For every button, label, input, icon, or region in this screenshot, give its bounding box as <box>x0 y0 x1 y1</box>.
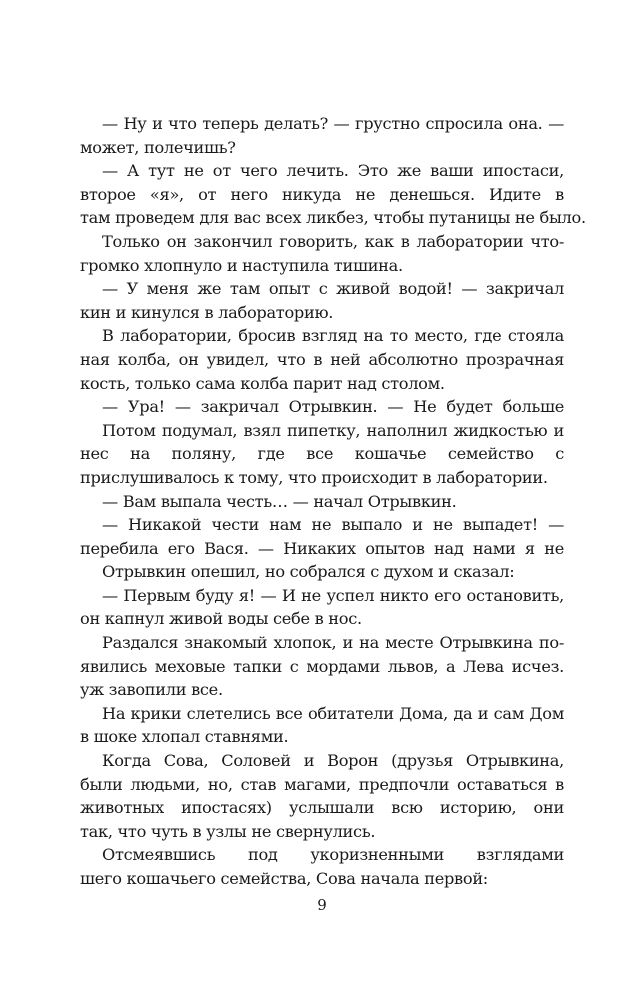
text-line: Только он закончил говорить, как в лаборатории что- <box>102 231 564 251</box>
body-text <box>80 112 586 891</box>
text-line: — Ну и что теперь делать? — грустно спросила она. — <box>102 114 564 133</box>
text-line: животных ипостасях) услышали всю историю, они <box>80 798 564 818</box>
text-line: он капнул живой воды себе в нос. <box>80 609 362 629</box>
page-number: 9 <box>317 896 327 914</box>
text-line: может, полечишь? <box>80 137 236 157</box>
text-line: — Вам выпала честь… — начал Отрывкин. <box>102 491 457 511</box>
text-line: уж завопили все. <box>80 680 223 700</box>
text-line: шего кошачьего семейства, Сова начала первой: <box>80 869 488 888</box>
text-line: там проведем для вас всех ликбез, чтобы путаницы не было. <box>80 208 586 228</box>
text-line: перебила его Вася. — Никаких опытов над нами я не <box>80 538 564 558</box>
text-line: — У меня же там опыт с живой водой! — закричал <box>102 279 564 299</box>
text-line: — Никакой чести нам не выпало и не выпадет! — <box>102 515 564 535</box>
text-line: В лаборатории, бросив взгляд на то место, где стояла <box>102 326 564 346</box>
text-line: — Первым буду я! — И не успел никто его остановить, <box>102 585 564 605</box>
text-line: — А тут не от чего лечить. Это же ваши ипостаси, <box>102 161 564 181</box>
text-line: громко хлопнуло и наступила тишина. <box>80 255 403 275</box>
text-line: Потом подумал, взял пипетку, наполнил жидкостью и <box>102 420 564 440</box>
text-line: Отрывкин опешил, но собрался с духом и сказал: <box>102 562 515 582</box>
text-line: были людьми, но, став магами, предпочли оставаться в <box>80 774 564 794</box>
text-line: так, что чуть в узлы не свернулись. <box>80 821 376 841</box>
text-line: кин и кинулся в лабораторию. <box>80 302 334 322</box>
text-line: в шоке хлопал ставнями. <box>80 727 289 747</box>
text-line: На крики слетелись все обитатели Дома, да и сам Дом <box>102 703 564 723</box>
text-line: явились меховые тапки с мордами львов, а Лева исчез. <box>80 656 564 676</box>
text-line: второе «я», от него никуда не денешься. Идите в <box>80 184 564 204</box>
text-line: Раздался знакомый хлопок, и на месте Отрывкина по- <box>102 633 564 653</box>
text-line: прислушивалось к тому, что происходит в лаборатории. <box>80 467 548 487</box>
text-line: кость, только сама колба парит над столом. <box>80 373 445 393</box>
text-line: Когда Сова, Соловей и Ворон (друзья Отрывкина, <box>102 751 564 771</box>
text-line: ная колба, он увидел, что в ней абсолютно прозрачная <box>80 349 564 369</box>
text-line: — Ура! — закричал Отрывкин. — Не будет больше <box>102 397 564 417</box>
text-line: нес на поляну, где все кошачье семейство с <box>80 444 564 464</box>
text-line: Отсмеявшись под укоризненными взглядами <box>102 845 564 865</box>
